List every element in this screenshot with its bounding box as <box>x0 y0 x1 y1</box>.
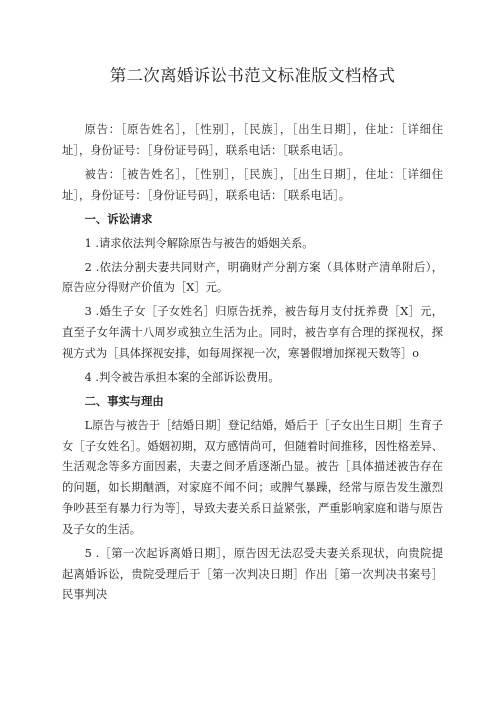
plaintiff-info: 原告：［原告姓名］，［性别］，［民族］，［出生日期］，住址：［详细住址］，身份证号：［身份证号码］，联系电话：［联系电话］。 <box>62 123 443 157</box>
document-title: 第二次离婚诉讼书范文标准版文档格式 <box>109 66 396 85</box>
claim-item-2: 2 .依法分割夫妻共同财产，明确财产分割方案（具体财产清单附后），原告应分得财产价值为［X］元。 <box>62 260 443 295</box>
section-heading-claims: 一、诉讼请求 <box>84 212 153 226</box>
claim-item-1: 1 .请求依法判令解除原告与被告的婚姻关系。 <box>84 236 314 250</box>
fact-item-1: L原告与被告于［结婚日期］登记结婚，婚后于［子女出生日期］生育子女［子女姓名］。婚姻初期，双方感情尚可，但随着时间推移，因性格差异、生活观念等多方面因素，夫妻之间矛盾逐渐凸显。被告［具体描述被告存在的问题，如长期酗酒，对家庭不闻不问；或脾气暴躁，经常与原告发生激烈争吵甚至有暴力行为等］，导致夫妻关系日益紧张，严重影响家庭和谐与原告及子女的生活。 <box>62 418 443 536</box>
section-heading-facts: 二、事实与理由 <box>84 394 164 408</box>
claim-item-3: 3 .婚生子女［子女姓名］归原告抚养，被告每月支付抚养费［X］元，直至子女年满十八周岁或独立生活为止。同时，被告享有合理的探视权，探视方式为［具体探视安排，如每周探视一次，寒暑假增加探视天数等］o <box>62 305 443 360</box>
claim-item-4: 4 .判令被告承担本案的全部诉讼费用。 <box>84 370 280 384</box>
defendant-info: 被告：［被告姓名］，［性别］，［民族］，［出生日期］，住址：［详细住址］，身份证号：［身份证号码］，联系电话：［联系电话］。 <box>62 167 443 202</box>
fact-item-2: 5 .［第一次起诉离婚日期］，原告因无法忍受夫妻关系现状，向贵院提起离婚诉讼，贵院受理后于［第一次判决日期］作出［第一次判决书案号］民事判决 <box>62 546 443 602</box>
